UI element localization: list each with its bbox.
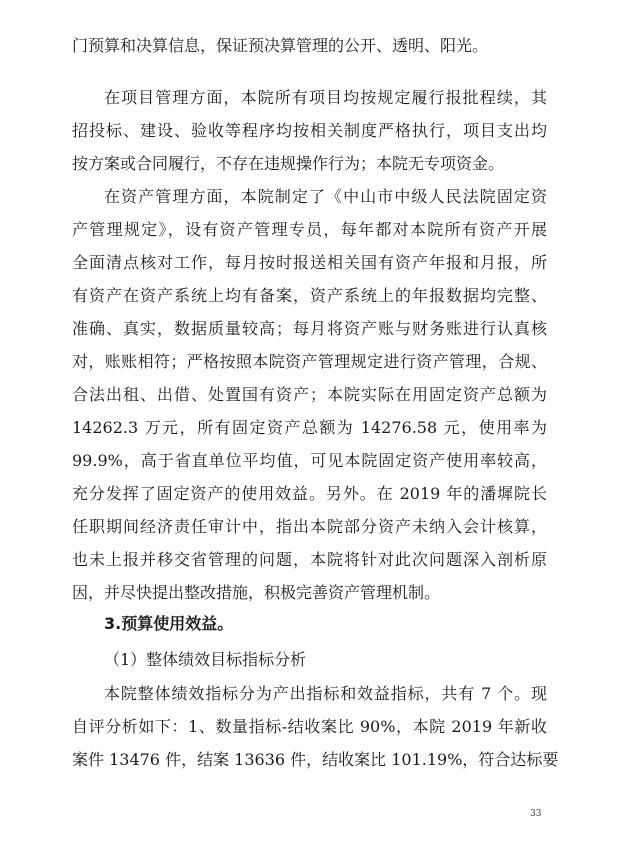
paragraph-line: 合法出租、出借、处置国有资产；本院实际在用固定资产总额为 (72, 385, 547, 404)
paragraph-line: 按方案或合同履行，不存在违规操作行为；本院无专项资金。 (72, 154, 505, 173)
paragraph-line: 任职期间经济责任审计中，指出本院部分资产未纳入会计核算， (72, 517, 547, 536)
paragraph-line: 招投标、建设、验收等程序均按相关制度严格执行，项目支出均 (72, 121, 547, 140)
paragraph-line: 有资产在资产系统上均有备案，资产系统上的年报数据均完整、 (72, 286, 547, 305)
paragraph-line: 对，账账相符；严格按照本院资产管理规定进行资产管理，合规、 (72, 352, 547, 371)
paragraph-line: 因，并尽快提出整改措施，积极完善资产管理机制。 (72, 583, 441, 602)
paragraph-line: 产管理规定》，设有资产管理专员，每年都对本院所有资产开展 (72, 220, 547, 239)
paragraph-line: 充分发挥了固定资产的使用效益。另外。在 2019 年的潘墀院长 (72, 484, 547, 503)
paragraph-line: 也未上报并移交省管理的问题，本院将针对此次问题深入剖析原 (72, 550, 547, 569)
paragraph-line: 在项目管理方面，本院所有项目均按规定履行报批程续，其 (104, 88, 547, 107)
subsection-heading: （1）整体绩效目标指标分析 (104, 650, 307, 669)
paragraph-line: 门预算和决算信息，保证预决算管理的公开、透明、阳光。 (72, 36, 489, 55)
page-number: 33 (530, 809, 542, 819)
section-heading: 3.预算使用效益。 (104, 614, 234, 633)
paragraph-line: 99.9%，高于省直单位平均值，可见本院固定资产使用率较高， (72, 451, 547, 470)
paragraph-line: 在资产管理方面，本院制定了《中山市中级人民法院固定资 (104, 187, 547, 206)
paragraph-line: 自评分析如下：1、数量指标-结收案比 90%，本院 2019 年新收 (72, 717, 547, 736)
paragraph-line: 14262.3 万元，所有固定资产总额为 14276.58 元，使用率为 (72, 418, 547, 437)
paragraph-line: 全面清点核对工作，每月按时报送相关国有资产年报和月报，所 (72, 253, 547, 272)
paragraph-line: 准确、真实，数据质量较高；每月将资产账与财务账进行认真核 (72, 319, 547, 338)
paragraph-line: 案件 13476 件，结案 13636 件，结收案比 101.19%，符合达标要 (72, 750, 559, 769)
paragraph-line: 本院整体绩效指标分为产出指标和效益指标，共有 7 个。现 (104, 684, 547, 703)
